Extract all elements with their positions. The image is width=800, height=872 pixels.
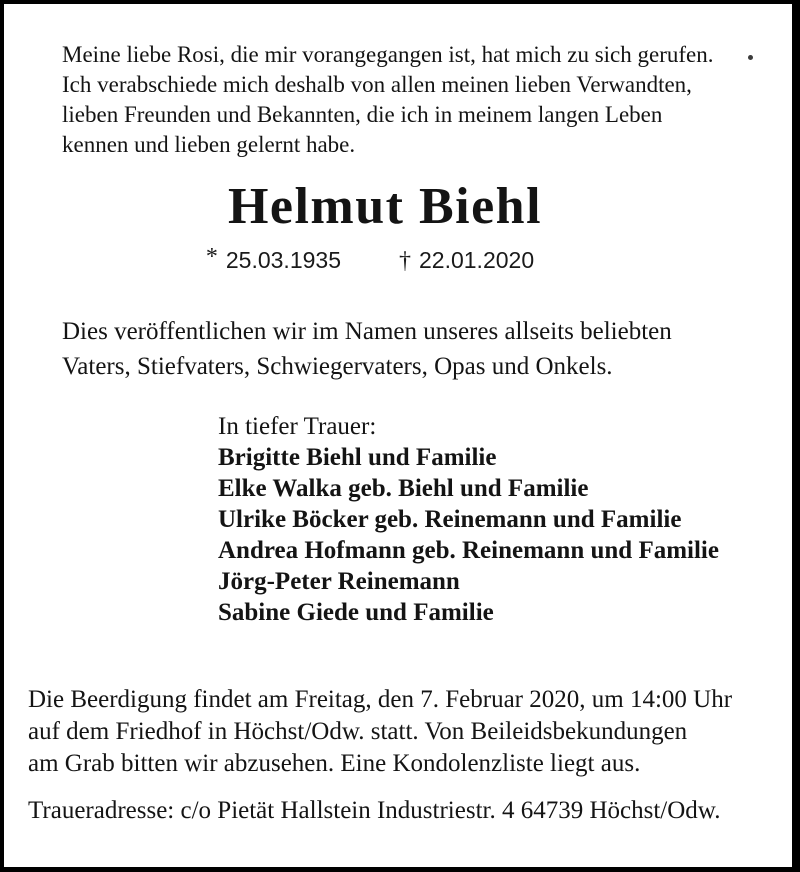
intro-line: Meine liebe Rosi, die mir vorangegangen ist, hat mich zu sich gerufen. [62, 42, 714, 67]
intro-line: lieben Freunden und Bekannten, die ich in meinem langen Leben [62, 102, 663, 127]
headline-block [4, 179, 766, 276]
scan-artifact-speck [748, 55, 753, 60]
deceased-name: Helmut Biehl [227, 178, 543, 235]
mourner-name: Ulrike Böcker geb. Reinemann und Familie [218, 506, 682, 533]
life-dates [4, 245, 736, 276]
funeral-line: am Grab bitten wir abzusehen. Eine Kondolenzliste liegt aus. [28, 750, 641, 777]
birth-date-value: 25.03.1935 [225, 247, 341, 273]
announcement-line: Dies veröffentlichen wir im Namen unseres allseits beliebten [62, 318, 672, 345]
intro-line: Ich verabschiede mich deshalb von allen meinen lieben Verwandten, [62, 72, 692, 97]
mourner-name: Elke Walka geb. Biehl und Familie [218, 475, 589, 502]
birth-date [206, 245, 341, 276]
mourner-name: Jörg-Peter Reinemann [218, 568, 460, 595]
birth-star-symbol: * [205, 244, 218, 270]
mourners-block [218, 411, 792, 628]
intro-line: kennen und lieben gelernt habe. [62, 132, 356, 157]
death-date [399, 245, 534, 276]
mourner-name: Brigitte Biehl und Familie [218, 444, 497, 471]
death-date-value: 22.01.2020 [419, 247, 535, 273]
death-cross-symbol: † [399, 248, 411, 274]
funeral-paragraph [28, 684, 782, 780]
announcement-paragraph [62, 314, 762, 384]
funeral-line: auf dem Friedhof in Höchst/Odw. statt. Von Beileidsbekundungen [28, 718, 688, 745]
condolence-address-line: Traueradresse: c/o Pietät Hallstein Industriestr. 4 64739 Höchst/Odw. [28, 797, 721, 824]
announcement-line: Vaters, Stiefvaters, Schwiegervaters, Opas und Onkels. [62, 353, 613, 380]
mourner-name: Sabine Giede und Familie [218, 599, 494, 626]
mourning-heading: In tiefer Trauer: [218, 413, 377, 440]
mourner-name: Andrea Hofmann geb. Reinemann und Familie [218, 537, 719, 564]
funeral-line: Die Beerdigung findet am Freitag, den 7. Februar 2020, um 14:00 Uhr [28, 686, 733, 713]
intro-paragraph [62, 40, 762, 160]
